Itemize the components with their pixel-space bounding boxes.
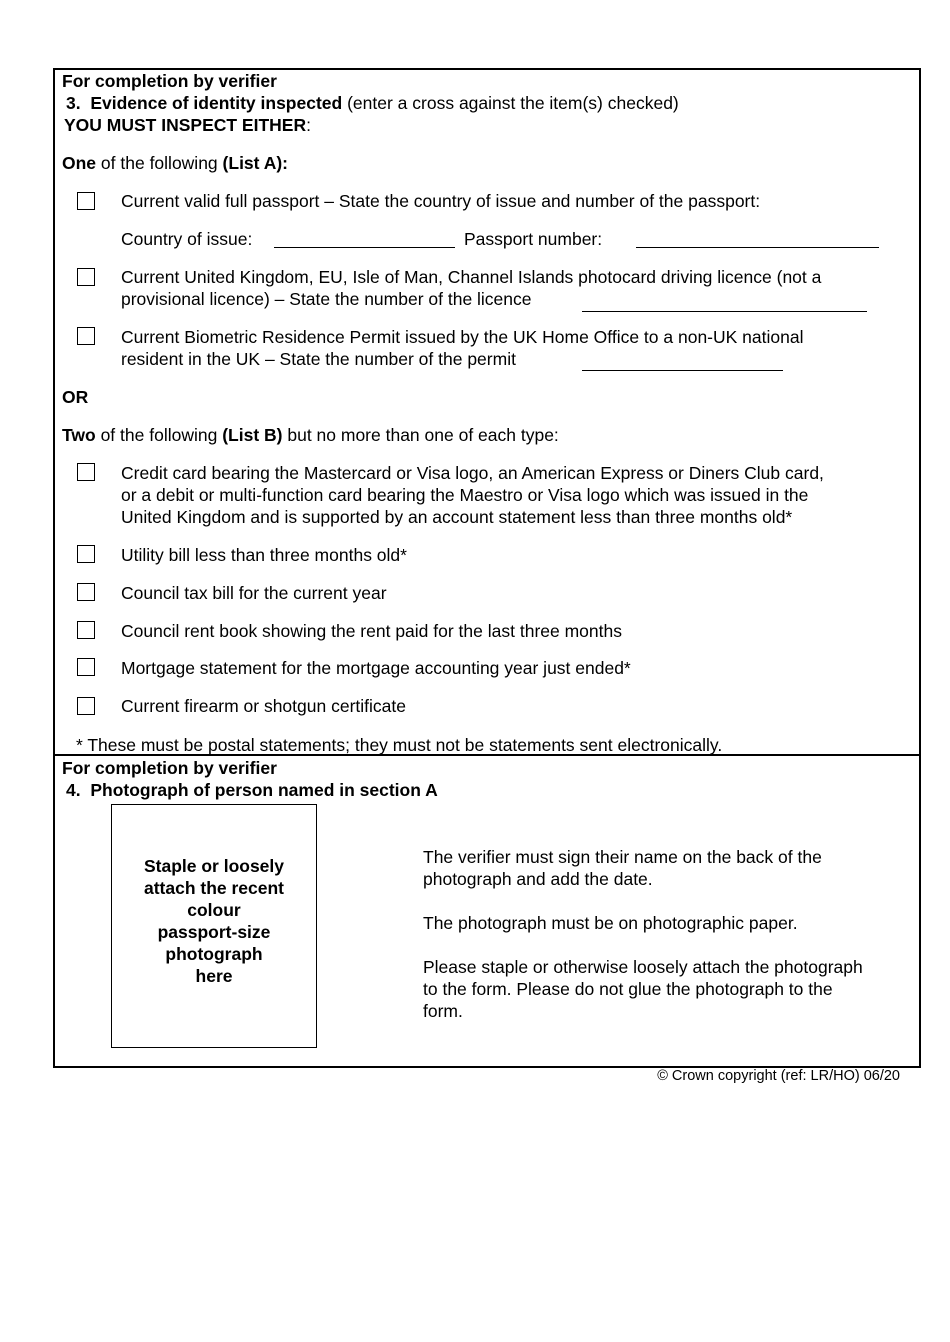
section-3-header: For completion by verifier	[62, 71, 277, 91]
mortgage-checkbox[interactable]	[77, 658, 95, 676]
passport-number-field[interactable]	[636, 247, 879, 248]
must-inspect-label: YOU MUST INSPECT EITHER	[64, 115, 307, 135]
list-b-intro-bold: Two	[62, 425, 96, 445]
verifier-instruction-2: The photograph must be on photographic paper.	[423, 913, 798, 933]
photo-attachment-area	[111, 804, 317, 1048]
list-a-label: (List A):	[222, 153, 288, 173]
residence-permit-line-2: resident in the UK – State the number of the permit	[121, 349, 516, 369]
council-tax-label: Council tax bill for the current year	[121, 583, 387, 603]
list-b-label: (List B)	[222, 425, 283, 445]
driving-licence-checkbox[interactable]	[77, 268, 95, 286]
country-of-issue-label: Country of issue:	[121, 229, 253, 249]
council-tax-checkbox[interactable]	[77, 583, 95, 601]
firearm-checkbox[interactable]	[77, 697, 95, 715]
copyright-notice: © Crown copyright (ref: LR/HO) 06/20	[657, 1068, 900, 1084]
verifier-instruction-1-line-2: photograph and add the date.	[423, 869, 653, 889]
list-a-intro-bold: One	[62, 153, 97, 173]
section-3-number: 3.	[66, 93, 81, 113]
list-a-intro-rest: of the following	[100, 153, 218, 173]
section-4-number: 4.	[66, 780, 81, 800]
firearm-label: Current firearm or shotgun certificate	[121, 696, 406, 716]
passport-label: Current valid full passport – State the country of issue and number of the passport:	[121, 191, 761, 211]
verifier-instruction-3-line-2: to the form. Please do not glue the photograph to the	[423, 979, 833, 999]
credit-card-line-3: United Kingdom and is supported by an account statement less than three months old*	[121, 507, 793, 527]
list-b-intro-mid: of the following	[100, 425, 218, 445]
residence-permit-line-1: Current Biometric Residence Permit issued by the UK Home Office to a non-UK national	[121, 327, 804, 347]
passport-number-label: Passport number:	[464, 229, 603, 249]
credit-card-line-2: or a debit or multi-function card bearing the Maestro or Visa logo which was issued in the	[121, 485, 809, 505]
section-3-title-note: (enter a cross against the item(s) checked)	[347, 93, 679, 113]
utility-bill-checkbox[interactable]	[77, 545, 95, 563]
section-4-title: Photograph of person named in section A	[90, 780, 438, 800]
list-b-intro	[62, 424, 559, 446]
residence-permit-checkbox[interactable]	[77, 327, 95, 345]
mortgage-label: Mortgage statement for the mortgage accounting year just ended*	[121, 658, 631, 678]
must-inspect-colon: :	[306, 115, 311, 135]
section-3-title: Evidence of identity inspected	[90, 93, 343, 113]
list-b-intro-rest: but no more than one of each type:	[287, 425, 559, 445]
driving-licence-line-2: provisional licence) – State the number of the licence	[121, 289, 532, 309]
section-4-title-line	[66, 779, 438, 801]
verifier-instruction-1-line-1: The verifier must sign their name on the back of the	[423, 847, 822, 867]
footnote: * These must be postal statements; they must not be statements sent electronically.	[76, 735, 723, 755]
photo-attachment-instructions: Staple or loosely attach the recent colour passport-size photograph here	[143, 856, 285, 986]
rent-book-label: Council rent book showing the rent paid for the last three months	[121, 621, 622, 641]
country-of-issue-field[interactable]	[274, 247, 455, 248]
list-a-intro	[62, 152, 288, 174]
credit-card-checkbox[interactable]	[77, 463, 95, 481]
or-label: OR	[62, 387, 89, 407]
licence-number-field[interactable]	[582, 311, 867, 312]
section-3-title-line	[66, 92, 679, 114]
verifier-instruction-3-line-1: Please staple or otherwise loosely attach the photograph	[423, 957, 863, 977]
utility-bill-label: Utility bill less than three months old*	[121, 545, 407, 565]
verifier-instruction-3-line-3: form.	[423, 1001, 463, 1021]
rent-book-checkbox[interactable]	[77, 621, 95, 639]
section-4-header: For completion by verifier	[62, 758, 277, 778]
must-inspect-line	[64, 114, 311, 136]
driving-licence-line-1: Current United Kingdom, EU, Isle of Man, Channel Islands photocard driving licence (not a	[121, 267, 822, 287]
passport-checkbox[interactable]	[77, 192, 95, 210]
permit-number-field[interactable]	[582, 370, 783, 371]
credit-card-line-1: Credit card bearing the Mastercard or Visa logo, an American Express or Diners Club card,	[121, 463, 824, 483]
